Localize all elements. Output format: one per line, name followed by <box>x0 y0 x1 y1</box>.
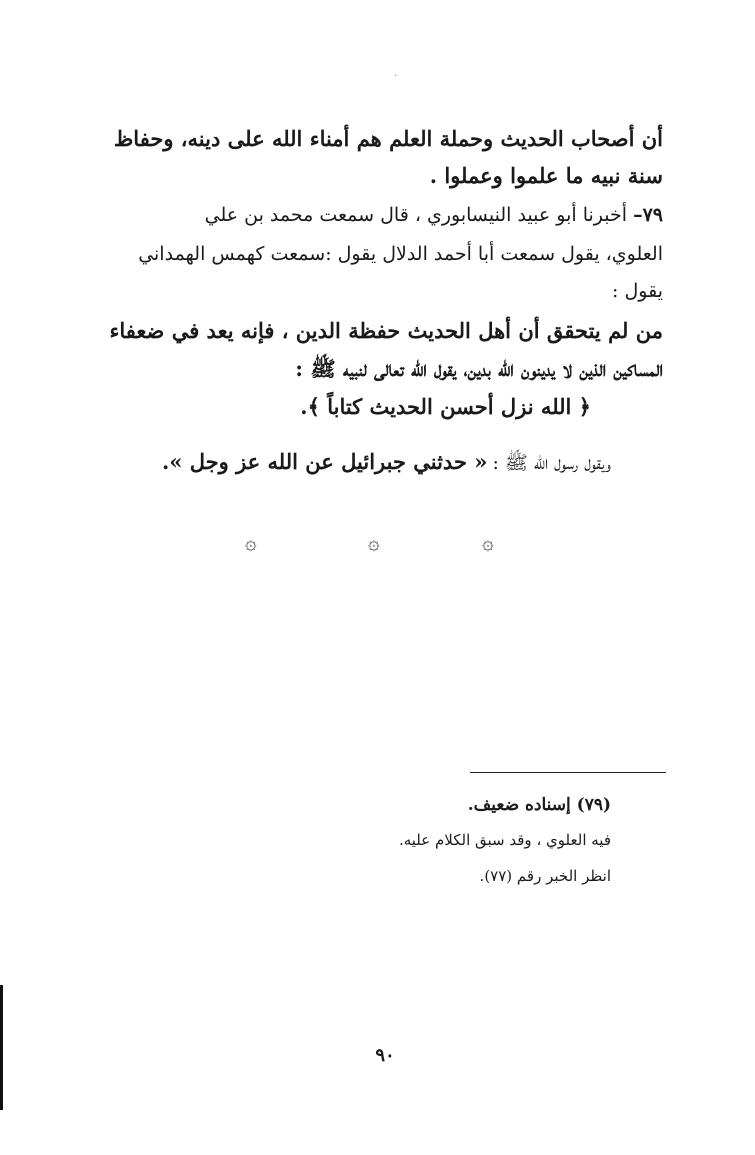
ornament-divider <box>0 530 755 560</box>
prophet-saying-quote: « حدثني جبرائيل عن الله عز وجل ». <box>162 449 488 474</box>
top-mark: ٠ <box>393 70 399 81</box>
text-line-7: المساكين الذين لا يدينون الله بدين، يقول الله تعالى لنبيه ﷺ : <box>295 356 663 381</box>
text-line-5: يقول : <box>612 280 663 302</box>
text-line-4: العلوي، يقول سمعت أبا أحمد الدلال يقول :سمعت كهمس الهمداني <box>138 243 663 265</box>
footnote-title: (٧٩) إسناده ضعيف. <box>467 795 611 815</box>
ornament-center: ۞ <box>368 530 380 554</box>
prophet-saying-intro: ويقول رسول الله ﷺ : <box>492 452 611 474</box>
footnote-line-1: فيه العلوي ، وقد سبق الكلام عليه. <box>398 831 611 849</box>
text-line-3 <box>205 206 663 225</box>
footnote-line-2: انظر الخبر رقم (٧٧). <box>479 867 611 885</box>
isnad-line-1: أخبرنا أبو عبيد النيسابوري ، قال سمعت محمد بن علي <box>204 204 628 226</box>
text-line-9 <box>162 451 611 473</box>
text-line-2: سنة نبيه ما علموا وعملوا . <box>429 163 663 188</box>
scan-edge-mark <box>0 985 3 1110</box>
hadith-number: ٧٩– <box>633 204 663 226</box>
page-number: ٩٠ <box>375 1045 395 1066</box>
text-line-6: من لم يتحقق أن أهل الحديث حفظة الدين ، فإنه يعد في ضعفاء <box>109 318 663 343</box>
ornament-right: ۞ <box>482 530 494 554</box>
quran-verse: ﴿ الله نزل أحسن الحديث كتاباً ﴾. <box>300 394 591 419</box>
main-text <box>88 120 663 490</box>
footnote-separator <box>470 772 666 773</box>
text-line-1: أن أصحاب الحديث وحملة العلم هم أمناء الله على دينه، وحفاظ <box>113 126 663 151</box>
ornament-left: ۞ <box>245 530 257 554</box>
